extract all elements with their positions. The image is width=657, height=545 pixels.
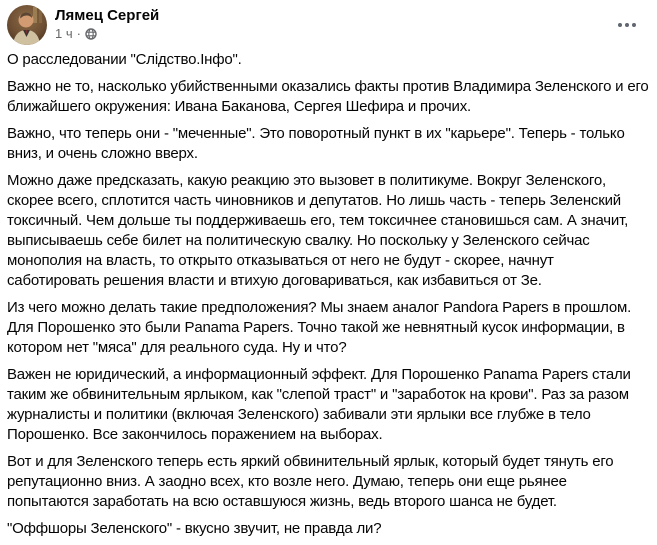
post-paragraph: Вот и для Зеленского теперь есть яркий обвинительный ярлык, который будет тянуть его репутационно вниз. А заодно всех, кто возле него. Думаю, теперь они еще рьянее попытаются заработать на всю оставшуюся жизнь, ведь второго шанса не будет. — [7, 453, 614, 510]
post-paragraph: Важно, что теперь они - "меченные". Это поворотный пункт в их "карьере". Теперь - только вниз, и очень сложно вверх. — [7, 125, 625, 162]
post-timestamp[interactable]: 1 ч — [55, 26, 73, 41]
post-paragraph: Можно даже предсказать, какую реакцию это вызовет в политикуме. Вокруг Зеленского, скорее всего, сплотится часть чиновников и депутатов. Но лишь часть - теперь Зеленский токсичный. Чем дольше ты поддерживаешь его, тем токсичнее становишься сам. А значит, выписываешь себе билет на политическую свалку. Но поскольку у Зеленского сейчас монополия на власть, то открыто отказываться от него не будут - скорее, начнут саботировать решения власти и втихую договариваться, как избавиться от Зе. — [7, 172, 629, 289]
post-header-text — [55, 5, 613, 42]
avatar[interactable] — [7, 5, 47, 45]
globe-privacy-icon — [85, 28, 97, 40]
profile-photo-icon — [7, 5, 47, 45]
post-meta — [55, 25, 613, 42]
ellipsis-icon — [617, 16, 637, 34]
post-paragraph: О расследовании "Слідство.Інфо". — [7, 51, 242, 68]
post-paragraph: "Оффшоры Зеленского" - вкусно звучит, не правда ли? — [7, 520, 382, 537]
post-options-button[interactable] — [613, 14, 641, 36]
author-name[interactable]: Лямец Сергей — [55, 7, 160, 24]
post-paragraph: Из чего можно делать такие предположения? Мы знаем аналог Pandora Papers в прошлом. Для Порошенко это были Panama Papers. Точно такой же невнятный кусок информации, в котором нет "мяса" для реального суда. Ну и что? — [7, 299, 632, 356]
post-paragraph: Важно не то, насколько убийственными оказались факты против Владимира Зеленского и его ближайшего окружения: Ивана Баканова, Сергея Шефира и прочих. — [7, 78, 649, 115]
post-paragraph: Важен не юридический, а информационный эффект. Для Порошенко Panama Papers стали таким же обвинительным ярлыком, как "слепой траст" и "заработок на крови". Раз за разом журналисты и политики (включая Зеленского) забивали эти ярлыки все глубже в тело Порошенко. Все закончилось поражением на выборах. — [7, 366, 631, 443]
meta-separator: · — [76, 26, 81, 41]
post-content — [0, 48, 657, 539]
post-header — [0, 0, 657, 48]
